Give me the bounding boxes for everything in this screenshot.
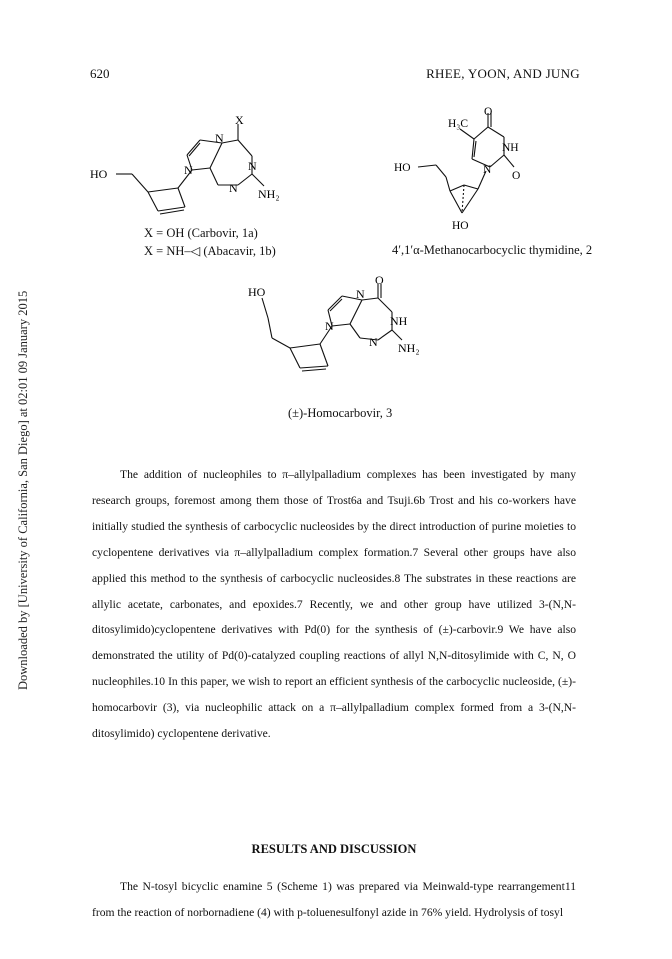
- paragraph-2: The N-tosyl bicyclic enamine 5 (Scheme 1) was prepared via Meinwald-type rearrangement11 from the reaction of norbornadiene (4) with p-toluenesulfonyl azide in 76% yield. Hydrolysis of tosyl: [92, 880, 576, 919]
- carbovir-structure: [88, 110, 308, 240]
- carbovir-caption: X = OH (Carbovir, 1a): [144, 226, 258, 240]
- download-watermark: Downloaded by [University of California, San Diego] at 02:01 09 January 2015: [16, 290, 30, 690]
- atom-n: N: [483, 164, 492, 176]
- methanothymidine-structure: [388, 105, 568, 235]
- paragraph-1: The addition of nucleophiles to π–allylpalladium complexes has been investigated by many research groups, foremost among them those of Trost6a and Tsuji.6b Trost and his co-workers have initially studied the synthesis of carbocyclic nucleosides by the direct introduction of purine moieties to cyclopentene derivatives via π–allylpalladium complex formation.7 Several other groups have also applied this method to the synthesis of carbocyclic nucleosides.8 The substrates in these reactions are allylic acetate, carbonates, and epoxides.7 Recently, we and other group have utilized 3-(N,N-ditosylimido)cyclopentene derivatives with Pd(0) for the synthesis of (±)-carbovir.9 We have also demonstrated the utility of Pd(0)-catalyzed coupling reactions of allyl N,N-ditosylimide with C, N, O nucleophiles.10 In this paper, we wish to report an efficient synthesis of the carbocyclic nucleoside, (±)-homocarbovir (3), via nucleophilic attack on a π–allylpalladium complex formed from a 3-(N,N-ditosylimido) cyclopentene derivative.: [92, 468, 576, 741]
- atom-o: O: [484, 106, 493, 118]
- atom-n: N: [356, 287, 365, 301]
- page-number: 620: [90, 66, 110, 81]
- atom-nh: NH: [390, 314, 408, 328]
- atom-o: O: [512, 170, 521, 182]
- atom-ho: HO: [248, 285, 266, 299]
- results-text: [92, 874, 576, 926]
- section-heading: RESULTS AND DISCUSSION: [251, 842, 417, 856]
- homocarbovir-caption: (±)-Homocarbovir, 3: [288, 406, 393, 420]
- atom-n: N: [325, 319, 334, 333]
- methanothymidine-caption: 4′,1′α-Methanocarbocyclic thymidine, 2: [392, 243, 593, 257]
- intro-text: [92, 462, 576, 747]
- atom-n: N: [184, 163, 193, 177]
- atom-nh: NH: [502, 142, 519, 154]
- atom-n: N: [248, 159, 257, 173]
- atom-nh2: NH₂: [258, 187, 280, 201]
- atom-ho: HO: [90, 167, 108, 181]
- atom-ho: HO: [394, 162, 411, 174]
- atom-o: O: [375, 273, 384, 287]
- running-head: RHEE, YOON, AND JUNG: [426, 66, 580, 81]
- abacavir-caption: X = NH–◁ (Abacavir, 1b): [144, 244, 276, 258]
- atom-n: N: [369, 335, 378, 349]
- atom-nh2: NH₂: [398, 341, 420, 355]
- atom-ho: HO: [452, 220, 469, 232]
- atom-x: X: [235, 113, 244, 127]
- homocarbovir-structure: [228, 268, 438, 388]
- atom-n: N: [215, 131, 224, 145]
- atom-n: N: [229, 181, 238, 195]
- atom-h3c: H₃C: [448, 118, 468, 130]
